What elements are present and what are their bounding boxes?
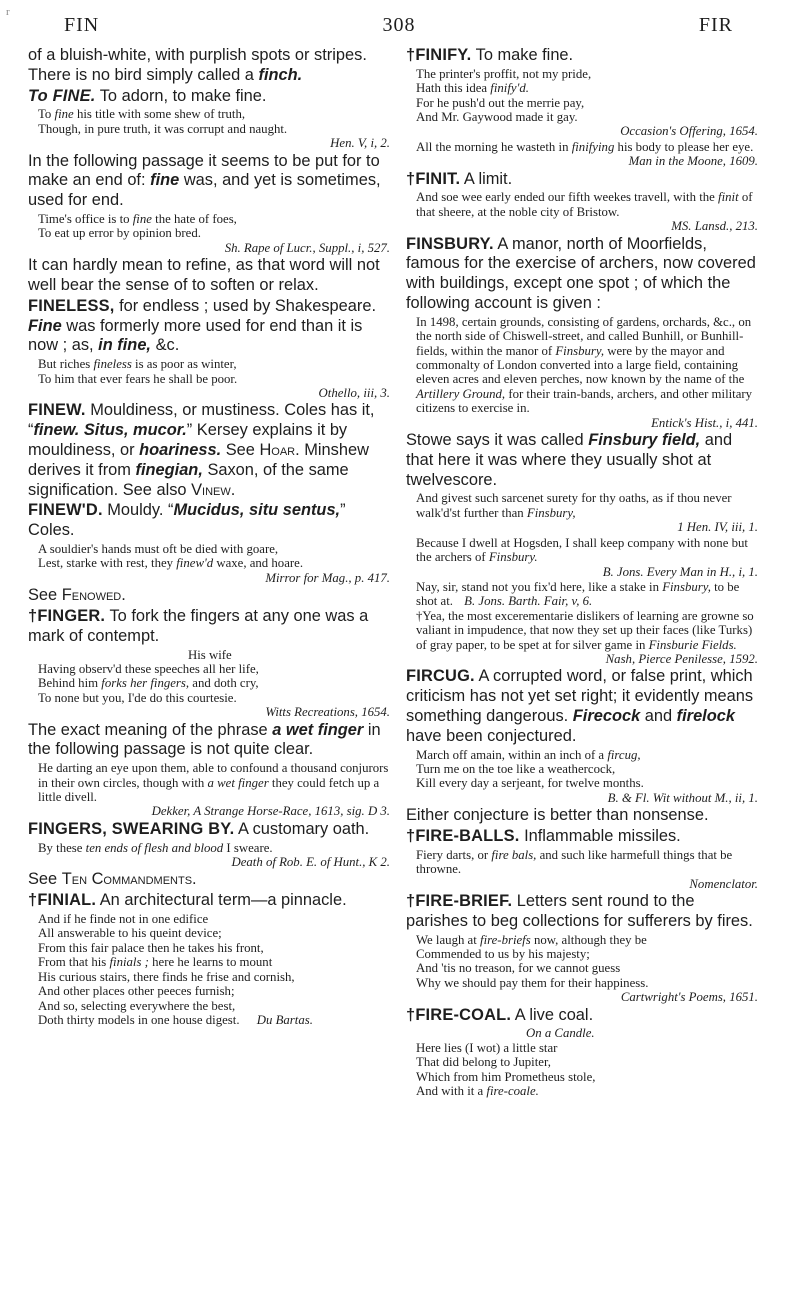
citation: Sh. Rape of Lucr., Suppl., i, 527. xyxy=(224,240,390,255)
entry-finify: †FINIFY. To make fine. xyxy=(406,46,574,64)
quote: And soe wee early ended our fifth weekes travell, with the finit of that sheere, at the noble city of Bristow. xyxy=(416,190,753,219)
citation: Entick's Hist., i, 441. xyxy=(651,415,758,430)
cross-reference: See Fenowed. xyxy=(28,586,126,605)
quote: On a Candle. Here lies (I wot) a little star That did belong to Jupiter, Which from him Prometheus stole, And with it a fire-coale. xyxy=(416,1026,596,1099)
paragraph: In the following passage it seems to be put for to make an end of: fine was, and yet is sometimes, used for end. xyxy=(28,151,381,210)
citation: Hen. V, i, 2. xyxy=(330,136,390,151)
quote: †Yea, the most excerementarie dislikers of learning are growne so valiant in impudence, that now they set up their faces (like Turks) of gray paper, to be spet at for silver game in Finsburie Fields. xyxy=(416,608,754,652)
paragraph: Either conjecture is better than nonsense. xyxy=(406,806,709,825)
citation: B. & Fl. Wit without M., ii, 1. xyxy=(607,790,758,805)
page-number: 308 xyxy=(382,13,416,36)
citation: Witts Recreations, 1654. xyxy=(265,705,390,720)
entry-fine: To FINE. To adorn, to make fine. xyxy=(28,86,267,105)
citation: Death of Rob. E. of Hunt., K 2. xyxy=(231,855,390,870)
quote: And if he finde not in one edifice All answerable to his queint device; From this fair palace then he takes his front, From that his finials ; here he learns to mount His curious stairs, there finds he frise and cornish, And other places other peeces furnish; And so, selecting everywhere the best, Doth thirty models in one house digest. Du Bartas. xyxy=(38,912,313,1027)
citation: Occasion's Offering, 1654. xyxy=(620,124,758,139)
entry-finch-cont: of a bluish-white, with purplish spots or stripes. There is no bird simply called a finch. xyxy=(28,46,367,84)
quote: We laugh at fire-briefs now, although they be Commended to us by his majesty; And 'tis no treason, for we cannot guess Why we should pay them for their happiness. xyxy=(416,932,649,990)
entry-finewd: FINEW'D. Mouldy. “Mucidus, situ sentus,” Coles. xyxy=(28,501,346,540)
citation: Nash, Pierce Penilesse, 1592. xyxy=(605,651,758,666)
entry-fineless: FINELESS, for endless ; used by Shakespeare. Fine was formerly more used for end than it is now ; as, in fine, &c. xyxy=(28,296,377,355)
citation: Othello, iii, 3. xyxy=(318,386,390,401)
entry-finger: †FINGER. To fork the fingers at any one was a mark of contempt. xyxy=(28,607,369,645)
citation: Cartwright's Poems, 1651. xyxy=(620,990,758,1005)
header-left-word: FIN xyxy=(64,13,100,36)
quote: March off amain, within an inch of a fircug, Turn me on the toe like a weathercock, Kill every day a serjeant, for twelve months. xyxy=(416,747,644,791)
entry-finew: FINEW. Mouldiness, or mustiness. Coles has it, “finew. Situs, mucor.” Kersey explains it by mouldiness, or hoariness. See Hoar. Minshew derives it from finegian, Saxon, of the same signification. See also Vinew. xyxy=(28,401,375,499)
running-header xyxy=(6,6,733,38)
quote: To fine his title with some shew of truth, Though, in pure truth, it was corrupt and naught. xyxy=(38,107,288,136)
quote: Time's office is to fine the hate of foes, To eat up error by opinion bred. xyxy=(38,212,237,241)
corner-mark: r xyxy=(6,6,11,18)
right-column xyxy=(406,46,758,1098)
quote: And givest such sarcenet surety for thy oaths, as if thou never walk'd'st further than Finsbury, xyxy=(416,491,732,520)
entry-finit: †FINIT. A limit. xyxy=(406,169,513,188)
quote: A souldier's hands must oft be died with goare, Lest, starke with rest, they finew'd waxe, and hoare. xyxy=(38,542,304,571)
quote: Nay, sir, stand not you fix'd here, like a stake in Finsbury, to be shot at. B. Jons. Barth. Fair, v, 6. xyxy=(416,579,740,609)
entry-fire-brief: †FIRE-BRIEF. Letters sent round to the parishes to beg collections for sufferers by fires. xyxy=(406,891,753,930)
left-column xyxy=(28,46,390,1098)
citation: Dekker, A Strange Horse-Race, 1613, sig. D 3. xyxy=(151,804,390,819)
paragraph: It can hardly mean to refine, as that word will not well bear the sense of to soften or relax. xyxy=(28,256,380,295)
citation: B. Jons. Every Man in H., i, 1. xyxy=(602,564,758,579)
citation: 1 Hen. IV, iii, 1. xyxy=(677,520,758,535)
cross-reference: See Ten Commandments. xyxy=(28,870,197,889)
text-columns xyxy=(28,46,763,1098)
quote: But riches fineless is as poor as winter, To him that ever fears he shall be poor. xyxy=(38,357,238,386)
citation: Man in the Moone, 1609. xyxy=(628,154,758,169)
citation: Nomenclator. xyxy=(689,876,758,891)
quote: All the morning he wasteth in finifying his body to please her eye. xyxy=(416,139,754,154)
citation: MS. Lansd., 213. xyxy=(671,219,758,234)
paragraph: Stowe says it was called Finsbury field, and that here it was where they usually shot at twelvescore. xyxy=(406,431,733,489)
paragraph: The exact meaning of the phrase a wet finger in the following passage is not quite clear. xyxy=(28,720,381,759)
quote: He darting an eye upon them, able to confound a thousand conjurors in their own circles, though with a wet finger they could fetch up a little divell. xyxy=(38,761,389,805)
entry-fingers: FINGERS, SWEARING BY. A customary oath. xyxy=(28,819,370,838)
entry-fire-coal: †FIRE-COAL. A live coal. xyxy=(406,1005,594,1024)
quote: Fiery darts, or fire bals, and such like harmefull things that be throwne. xyxy=(416,847,733,877)
entry-finsbury: FINSBURY. A manor, north of Moorfields, famous for the exercise of archers, now covered with buildings, except one spot ; of which the following account is given : xyxy=(406,234,756,313)
quote: Because I dwell at Hogsden, I shall keep company with none but the archers of Finsbury. xyxy=(416,535,748,565)
entry-fircug: FIRCUG. A corrupted word, or false print, which criticism has not yet set right; it evidently means something dangerous. Firecock and firelock have been conjectured. xyxy=(406,667,754,745)
quote: The printer's proffit, not my pride, Hath this idea finify'd. For he push'd out the merrie pay, And Mr. Gaywood made it gay. xyxy=(416,66,592,125)
quote: By these ten ends of flesh and blood I sweare. xyxy=(38,840,273,855)
quote: In 1498, certain grounds, consisting of gardens, orchards, &c., on the north side of Chiswell-street, and called Bunhill, or Bunhill-fields, within the manor of Finsbury, were by the mayor and commonalty of London converted into a large field, containing eleven acres and eleven perches, now known by the name of the Artillery Ground, for their train-bands, archers, and other military citizens to exercise in. xyxy=(416,314,753,416)
citation: Mirror for Mag., p. 417. xyxy=(265,570,390,585)
entry-finial: †FINIAL. An architectural term—a pinnacle. xyxy=(28,891,347,910)
entry-fire-balls: †FIRE-BALLS. Inflammable missiles. xyxy=(406,826,681,845)
header-right-word: FIR xyxy=(698,13,733,36)
quote: His wife Having observ'd these speeches all her life, Behind him forks her fingers, and doth cry, To none but you, I'de do this courtesie. xyxy=(38,647,259,705)
